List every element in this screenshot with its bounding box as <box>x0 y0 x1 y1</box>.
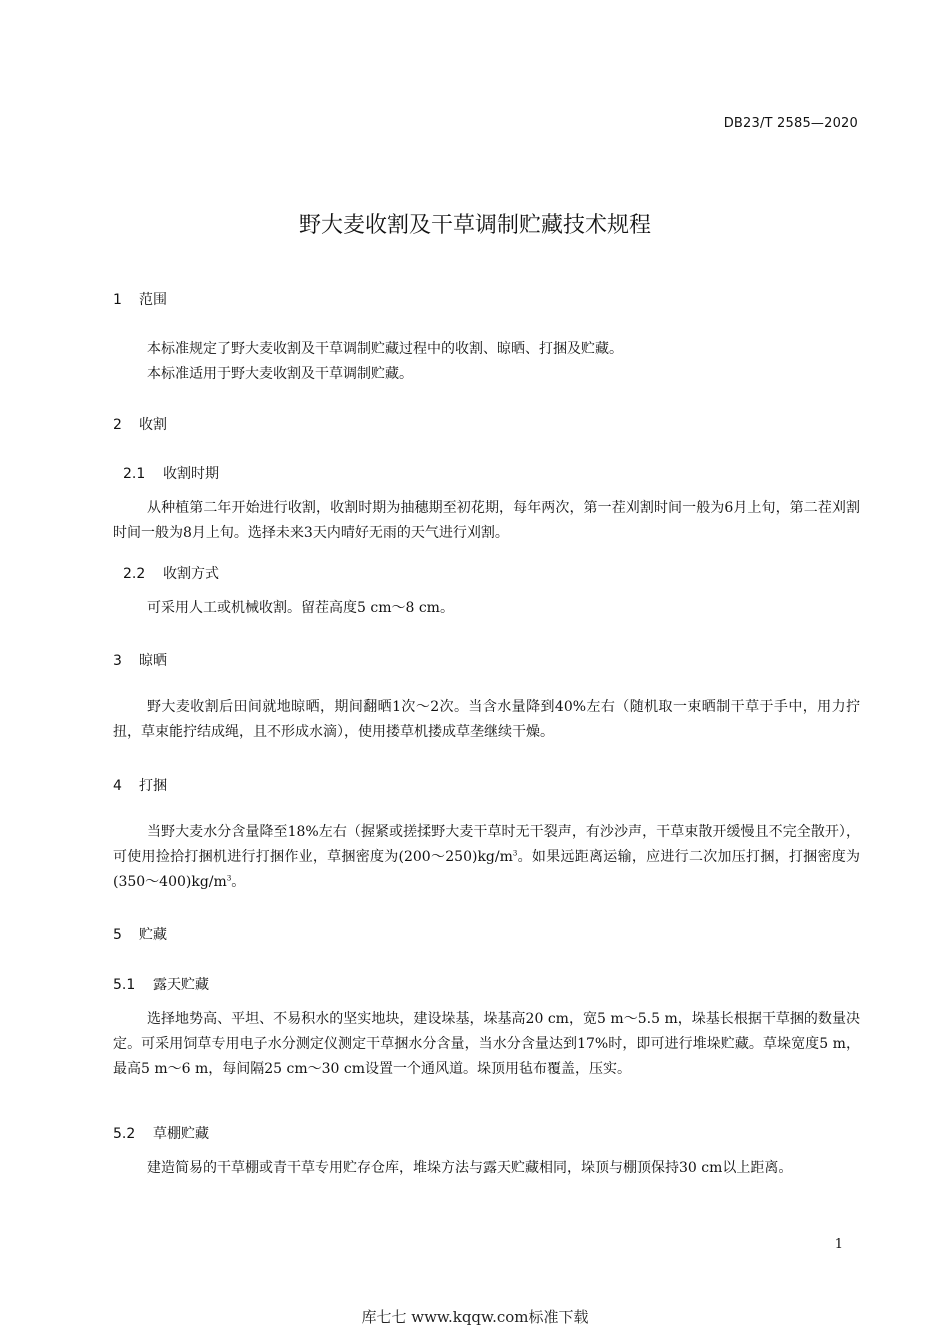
section-2-1-paragraph: 从种植第二年开始进行收割，收割时期为抽穗期至初花期，每年两次，第一茬刈割时间一般为6月上旬，第二茬刈割时间一般为8月上旬。选择未来3天内晴好无雨的天气进行刈割。 <box>113 500 860 541</box>
paragraph-text-a: 当野大麦水分含量降至18%左右（握紧或搓揉野大麦干草时无干裂声，有沙沙声，干草束散开缓慢且不完全散开），可使用捡拾打捆机进行打捆作业，草捆密度为(200～250)kg/m <box>113 824 860 865</box>
footer-watermark: 库七七 www.kqqw.com标准下载 <box>361 1308 589 1326</box>
page-number: 1 <box>834 1237 843 1252</box>
section-number: 2.2 <box>123 566 146 582</box>
superscript-3: 3 <box>226 874 232 883</box>
section-number: 5 <box>113 927 122 943</box>
document-title: 野大麦收割及干草调制贮藏技术规程 <box>298 213 651 238</box>
section-2-heading <box>113 414 167 434</box>
superscript-3: 3 <box>512 849 518 858</box>
section-number: 5.1 <box>113 977 136 993</box>
section-number: 2.1 <box>123 466 146 482</box>
section-number: 3 <box>113 653 122 669</box>
paragraph-text-b: 。如果远距离运输，应进行二次加压打捆，打捆密度为(350～400)kg/m <box>113 849 860 890</box>
section-title: 草棚贮藏 <box>153 1126 209 1142</box>
section-number: 1 <box>113 292 122 308</box>
section-number: 4 <box>113 778 122 794</box>
section-title: 收割 <box>139 417 167 433</box>
standard-code: DB23/T 2585—2020 <box>723 116 858 131</box>
section-2-2-paragraph: 可采用人工或机械收割。留茬高度5 cm～8 cm。 <box>147 600 454 616</box>
section-4-heading <box>113 775 167 795</box>
section-2-1-heading <box>123 463 219 483</box>
section-title: 打捆 <box>139 778 167 794</box>
section-number: 5.2 <box>113 1126 136 1142</box>
section-2-2-heading <box>123 563 219 583</box>
paragraph-text-c: 。 <box>231 874 246 890</box>
section-1-paragraph-2: 本标准适用于野大麦收割及干草调制贮藏。 <box>147 366 413 382</box>
section-title: 晾晒 <box>139 653 167 669</box>
section-4-paragraph <box>113 820 860 895</box>
section-5-2-heading <box>113 1123 209 1143</box>
section-title: 露天贮藏 <box>153 977 209 993</box>
section-5-2-paragraph: 建造简易的干草棚或青干草专用贮存仓库，堆垛方法与露天贮藏相同，垛顶与棚顶保持30 cm以上距离。 <box>147 1160 793 1176</box>
section-3-heading <box>113 650 167 670</box>
section-title: 贮藏 <box>139 927 167 943</box>
section-5-heading <box>113 924 167 944</box>
section-1-paragraph-1: 本标准规定了野大麦收割及干草调制贮藏过程中的收割、晾晒、打捆及贮藏。 <box>147 341 623 357</box>
section-number: 2 <box>113 417 122 433</box>
section-5-1-paragraph: 选择地势高、平坦、不易积水的坚实地块，建设垛基，垛基高20 cm，宽5 m～5.5 m，垛基长根据干草捆的数量决定。可采用饲草专用电子水分测定仪测定干草捆水分含量，当水分含量达到17%时，即可进行堆垛贮藏。草垛宽度5 m，最高5 m～6 m，每间隔25 cm～30 cm设置一个通风道。垛顶用毡布覆盖，压实。 <box>113 1011 860 1077</box>
section-title: 收割方式 <box>163 566 219 582</box>
section-title: 范围 <box>139 292 167 308</box>
section-5-1-heading <box>113 974 209 994</box>
section-1-heading <box>113 289 167 309</box>
section-3-paragraph: 野大麦收割后田间就地晾晒，期间翻晒1次～2次。当含水量降到40%左右（随机取一束晒制干草于手中，用力拧扭，草束能拧结成绳，且不形成水滴），使用搂草机搂成草垄继续干燥。 <box>113 699 860 740</box>
section-title: 收割时期 <box>163 466 219 482</box>
